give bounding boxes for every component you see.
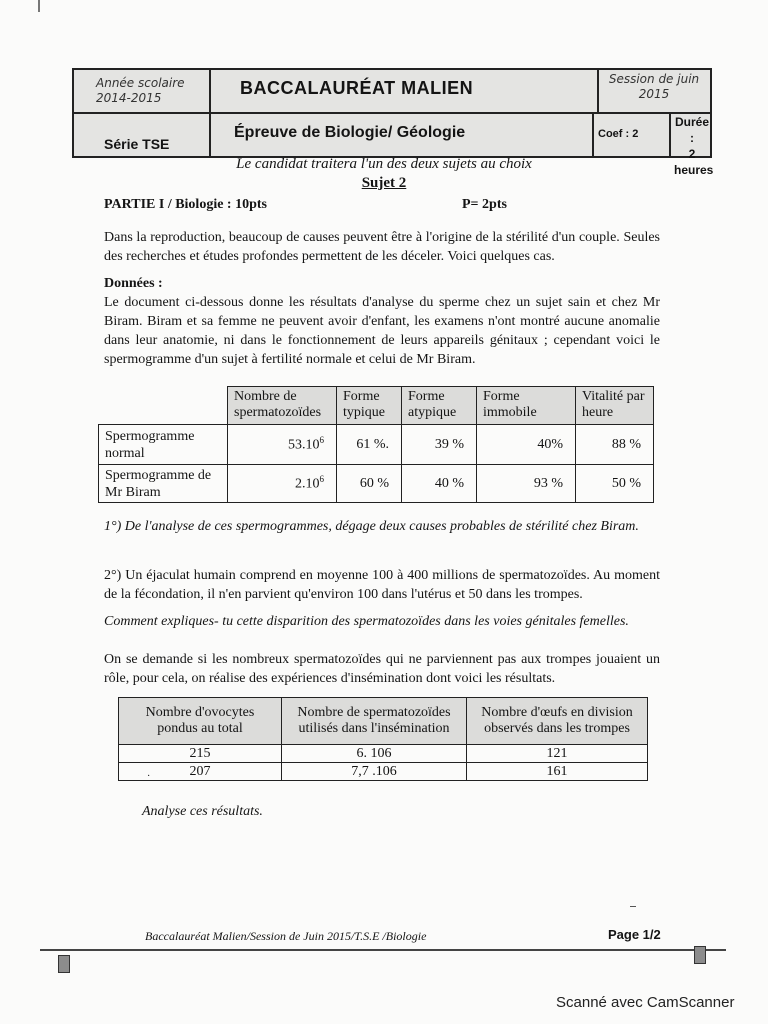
partie-heading: PARTIE I / Biologie : 10pts [104,197,267,212]
binder-mark-right [694,946,706,964]
insemination-table [118,697,648,781]
duration-value: 2 heures [674,147,714,177]
page-number: Page 1/2 [608,927,661,942]
table-cell: 40% [477,425,576,465]
table-header: Forme typique [337,387,402,425]
count-exponent: 6 [319,435,324,446]
spermogram-table [98,386,654,503]
table-cell: 215 [119,745,282,763]
count-exponent: 6 [319,474,324,485]
table-cell: 50 % [576,465,654,503]
school-year: Année scolaire 2014-2015 [96,76,185,105]
table-cell: 161 [467,763,648,781]
table-cell: 207 [119,763,282,781]
exam-title: BACCALAURÉAT MALIEN [240,78,474,98]
table-header: Forme atypique [402,387,477,425]
table-cell: 93 % [477,465,576,503]
table-cell: 60 % [337,465,402,503]
table-row [99,465,654,503]
donnees-paragraph: Le document ci-dessous donne les résultats d'analyse du sperme chez un sujet sain et chez Mr Biram. Biram et sa femme ne peuvent avoir d'enfant, les examens n'ont montré aucune anomalie dans leur anatomie, ni dans le fonctionnement de leurs appareils génitaux ; cependant voici le spermogramme d'un sujet à fertilité normale et celui de Mr Biram. [104,295,660,367]
exam-subject: Épreuve de Biologie/ Géologie [234,124,466,141]
table-header: Nombre de spermatozoïdes [228,387,337,425]
points-label: P= 2pts [462,197,507,212]
table-cell: 39 % [402,425,477,465]
table-cell: 121 [467,745,648,763]
count-value: 53.10 [288,437,320,453]
question-2-prompt: Comment expliques- tu cette disparition des spermatozoïdes dans les voies génitales femelles. [104,614,629,629]
table-corner [99,387,228,425]
analyse-instruction: Analyse ces résultats. [142,804,263,819]
table-cell: 88 % [576,425,654,465]
stray-mark [630,906,636,907]
count-value: 2.10 [295,476,320,492]
sujet-heading [0,175,768,192]
instructions-subtitle: Le candidat traitera l'un des deux sujets au choix [236,156,532,172]
exam-session: Session de juin 2015 [608,72,700,101]
duration-label: Durée : [674,115,709,145]
row-label: Spermogramme normal [99,425,228,465]
table-cell [228,465,337,503]
table-row [119,763,648,781]
table-header: Forme immobile [477,387,576,425]
table-row [119,745,648,763]
experiment-paragraph: On se demande si les nombreux spermatozoïdes qui ne parviennent pas aux trompes jouaient un rôle, pour cela, on réalise des expériences d'insémination dont voici les résultats. [104,652,660,686]
sujet-label: Sujet 2 [361,175,407,191]
exam-coefficient: Coef : 2 [598,128,639,140]
exam-serie: Série TSE [104,136,170,152]
question-2: 2°) Un éjaculat humain comprend en moyenne 100 à 400 millions de spermatozoïdes. Au moment de la fécondation, il n'en parvient qu'environ 100 dans l'utérus et 50 dans les trompes. [104,568,660,602]
stray-dot: · [147,771,151,782]
table-header: Nombre d'ovocytes pondus au total [119,698,282,745]
table-cell: 7,7 .106 [282,763,467,781]
scan-edge-mark [38,0,40,12]
table-cell: 6. 106 [282,745,467,763]
table-header: Vitalité par heure [576,387,654,425]
page-footer: Baccalauréat Malien/Session de Juin 2015/T.S.E /Biologie [145,929,427,943]
table-row [99,425,654,465]
table-header: Nombre d'œufs en division observés dans les trompes [467,698,648,745]
table-cell [228,425,337,465]
donnees-heading: Données : [104,276,163,291]
binder-mark-left [58,955,70,973]
table-header: Nombre de spermatozoïdes utilisés dans l'insémination [282,698,467,745]
camscanner-watermark: Scanné avec CamScanner [556,994,735,1011]
table-cell: 61 %. [337,425,402,465]
footer-rule [40,949,726,951]
intro-paragraph: Dans la reproduction, beaucoup de causes peuvent être à l'origine de la stérilité d'un couple. Seules des recherches et études profondes permettent de les déceler. Voici quelques cas. [104,230,660,264]
row-label: Spermogramme de Mr Biram [99,465,228,503]
question-1: 1°) De l'analyse de ces spermogrammes, dégage deux causes probables de stérilité chez Biram. [104,519,639,534]
table-cell: 40 % [402,465,477,503]
